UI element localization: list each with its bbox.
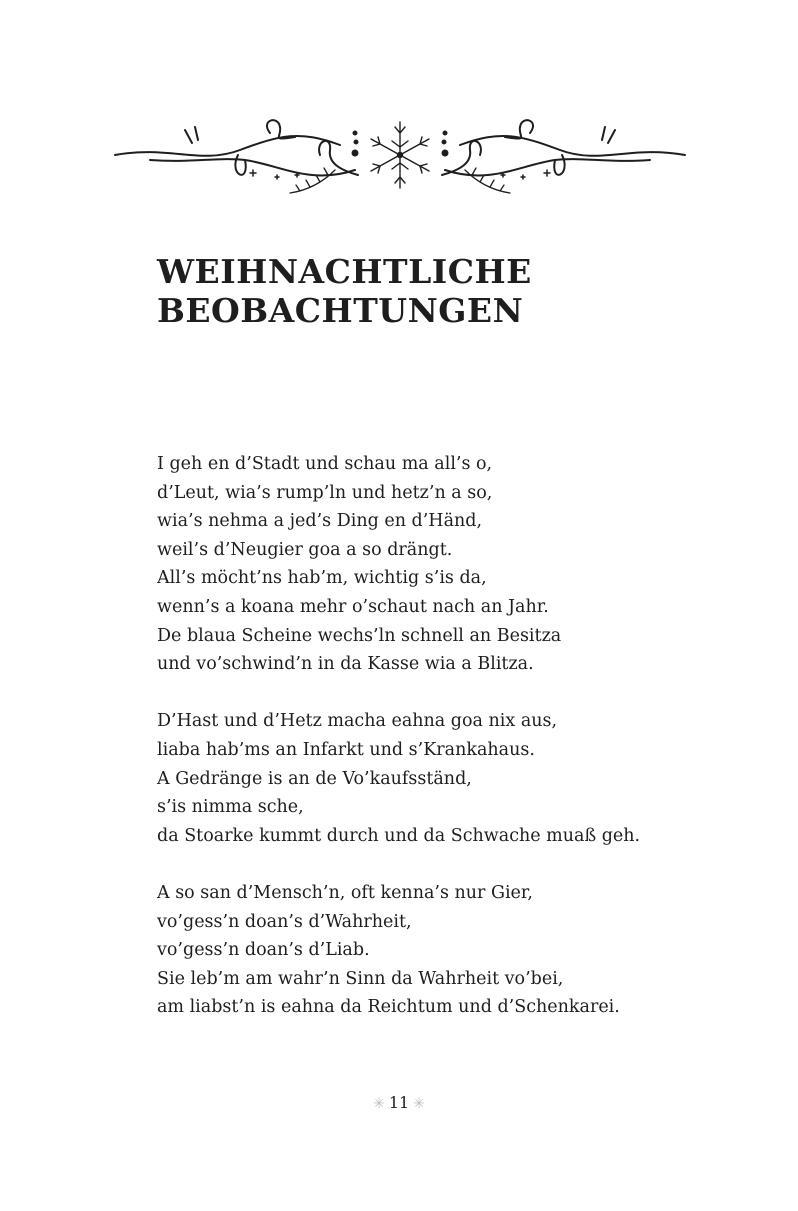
poem-line: weil’s d’Neugier goa a so drängt.: [157, 539, 453, 560]
asterisk-star-icon: ✳: [373, 1096, 385, 1112]
poem-title: [157, 252, 532, 330]
snowflake-flourish-ornament-icon: [110, 115, 690, 195]
title-line: WEIHNACHTLICHE: [157, 252, 532, 291]
poem-line: d’Leut, wia’s rump’ln und hetz’n a so,: [157, 482, 493, 503]
poem-line: A so san d’Mensch’n, oft kenna’s nur Gier,: [157, 882, 533, 903]
poem-line: wia’s nehma a jed’s Ding en d’Händ,: [157, 511, 483, 532]
poem-line: Sie leb’m am wahr’n Sinn da Wahrheit vo’bei,: [157, 968, 564, 989]
poem-line: All’s möcht’ns hab’m, wichtig s’is da,: [157, 568, 487, 589]
stanza-3: [157, 879, 640, 1022]
poem-line: A Gedränge is an de Vo’kaufsständ,: [157, 768, 472, 789]
poem-line: I geh en d’Stadt und schau ma all’s o,: [157, 454, 493, 474]
poem-line: am liabst’n is eahna da Reichtum und d’Schenkarei.: [157, 997, 620, 1018]
poem-line: s’is nimma sche,: [157, 797, 304, 818]
title-line: BEOBACHTUNGEN: [157, 291, 524, 330]
asterisk-star-icon: ✳: [413, 1096, 425, 1112]
poem-line: vo’gess’n doan’s d’Liab.: [157, 940, 370, 961]
poem-line: da Stoarke kummt durch und da Schwache muaß geh.: [157, 825, 641, 846]
poem-line: vo’gess’n doan’s d’Wahrheit,: [157, 911, 412, 932]
page-number: 11: [388, 1093, 410, 1112]
poem-line: liaba hab’ms an Infarkt und s’Krankahaus.: [157, 739, 535, 760]
poem-line: De blaua Scheine wechs’ln schnell an Besitza: [157, 625, 562, 646]
page-number-footer: [0, 1093, 798, 1112]
poem-line: D’Hast und d’Hetz macha eahna goa nix aus,: [157, 711, 558, 732]
poem-line: wenn’s a koana mehr o’schaut nach an Jahr.: [157, 596, 549, 617]
poem-line: und vo’schwind’n in da Kasse wia a Blitza.: [157, 654, 534, 675]
stanza-2: [157, 707, 640, 850]
stanza-1: [157, 450, 640, 679]
poem-body: [157, 450, 640, 1050]
